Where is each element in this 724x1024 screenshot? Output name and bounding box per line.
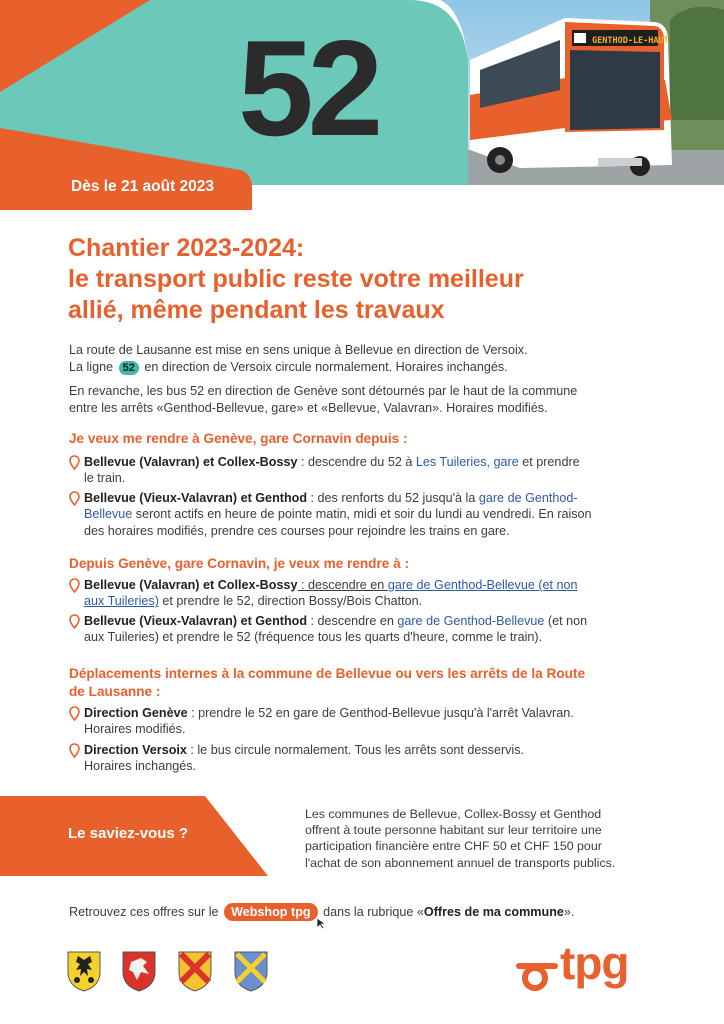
crest-icon [233, 950, 269, 992]
tpg-logo-mark-icon [515, 952, 559, 992]
item-title: Direction Versoix [84, 743, 187, 757]
intro-text: entre les arrêts «Genthod-Bellevue, gare» et «Bellevue, Valavran». Horaires modifiés. [69, 400, 548, 415]
title-line: allié, même pendant les travaux [68, 296, 445, 324]
item-title: Bellevue (Valavran) et Collex-Bossy [84, 455, 298, 469]
item-text: et prendre [518, 455, 580, 469]
item-text: seront actifs en heure de pointe matin, midi et soir du lundi au vendredi. En raison [132, 507, 592, 522]
item-text: : descendre en [297, 578, 388, 592]
intro-text: La ligne [69, 359, 114, 374]
item-text: Horaires inchangés. [84, 759, 197, 774]
item-title: Bellevue (Vieux-Valavran) et Genthod [84, 491, 308, 505]
bellevue-crest-icon [66, 950, 102, 992]
location-pin-icon [69, 614, 80, 629]
cursor-icon [316, 917, 327, 930]
collex-bossy-crest-icon [121, 950, 157, 992]
offers-footer-text [69, 903, 574, 921]
location-pin-icon [69, 578, 80, 593]
bus-photo [440, 0, 724, 185]
intro-text: en direction de Versoix circule normalement. Horaires inchangés. [144, 359, 508, 374]
tpg-logo: tpg [560, 937, 629, 989]
list-item [69, 705, 659, 738]
stop-link[interactable]: Les Tuileries, gare [415, 455, 519, 469]
webshop-label: Webshop tpg [231, 905, 311, 919]
section-heading-from-geneve: Depuis Genève, gare Cornavin, je veux me rendre à : [69, 556, 409, 571]
saviez-text [305, 806, 685, 871]
item-text: le train. [84, 471, 126, 486]
intro-text: En revanche, les bus 52 en direction de Genève sont détournés par le haut de la commune [69, 384, 578, 398]
genthod-crest-icon [177, 950, 213, 992]
location-pin-icon [69, 706, 80, 721]
saviez-line: participation financière entre CHF 50 et CHF 150 pour [305, 839, 602, 854]
item-text: : prendre le 52 en gare de Genthod-Bellevue jusqu'à l'arrêt Valavran. [187, 706, 574, 720]
title-line: Chantier 2023-2024: [68, 234, 305, 262]
list-item [69, 613, 659, 646]
hero-banner [0, 0, 724, 210]
item-text: : le bus circule normalement. Tous les arrêts sont desservis. [186, 743, 525, 757]
section-heading-internal [69, 665, 669, 701]
item-text: aux Tuileries) et prendre le 52 (fréquence tous les quarts d'heure, comme le train). [84, 630, 543, 645]
heading-line: de Lausanne : [69, 684, 161, 699]
item-text: (et non [544, 614, 588, 628]
location-pin-icon [69, 743, 80, 758]
stop-link[interactable]: gare de Genthod-Bellevue (et non [387, 578, 578, 592]
footer-text: ». [563, 905, 575, 919]
location-pin-icon [69, 455, 80, 470]
intro-paragraph-1 [69, 342, 659, 375]
heading-line: Déplacements internes à la commune de Bellevue ou vers les arrêts de la Route [69, 666, 586, 681]
item-text: des horaires modifiés, prendre ces courses pour rejoindre les trains en gare. [84, 523, 510, 538]
item-title: Direction Genève [84, 706, 188, 720]
item-title: Bellevue (Valavran) et Collex-Bossy [84, 578, 298, 592]
item-text: : descendre du 52 à [297, 455, 416, 469]
saviez-line: l'achat de son abonnement annuel de transports publics. [305, 855, 616, 870]
list-item [69, 577, 659, 610]
stop-link[interactable]: gare de Genthod-Bellevue [397, 614, 545, 628]
stop-link[interactable]: aux Tuileries) [84, 594, 159, 609]
webshop-button[interactable] [224, 903, 318, 921]
location-pin-icon [69, 491, 80, 506]
bus-destination-display: GENTHOD-LE-HAUT [592, 36, 669, 46]
list-item [69, 490, 659, 539]
footer-bold-text: Offres de ma commune [423, 905, 564, 919]
stop-link[interactable]: Bellevue [84, 507, 133, 522]
footer-text: dans la rubrique « [323, 905, 424, 919]
saviez-label: Le saviez-vous ? [68, 825, 189, 842]
stop-link[interactable]: gare de Genthod- [478, 491, 578, 505]
footer-text: Retrouvez ces offres sur le [69, 905, 219, 919]
route-number: 52 [238, 12, 378, 164]
item-text: : descendre en [307, 614, 398, 628]
list-item [69, 454, 659, 487]
saviez-line: Les communes de Bellevue, Collex-Bossy et Genthod [305, 807, 602, 821]
list-item [69, 742, 659, 775]
section-heading-to-geneve: Je veux me rendre à Genève, gare Cornavin depuis : [69, 431, 408, 446]
title-line: le transport public reste votre meilleur [68, 265, 524, 293]
intro-text: La route de Lausanne est mise en sens unique à Bellevue en direction de Versoix. [69, 343, 528, 357]
item-text: Horaires modifiés. [84, 722, 186, 737]
item-text: : des renforts du 52 jusqu'à la [307, 491, 479, 505]
effective-date: Dès le 21 août 2023 [71, 178, 215, 195]
intro-paragraph-2 [69, 383, 659, 416]
item-text: et prendre le 52, direction Bossy/Bois Chatton. [158, 594, 423, 609]
saviez-line: offrent à toute personne habitant sur leur territoire une [305, 823, 602, 838]
line-52-badge: 52 [119, 361, 139, 375]
item-title: Bellevue (Vieux-Valavran) et Genthod [84, 614, 308, 628]
page-title [68, 233, 668, 326]
